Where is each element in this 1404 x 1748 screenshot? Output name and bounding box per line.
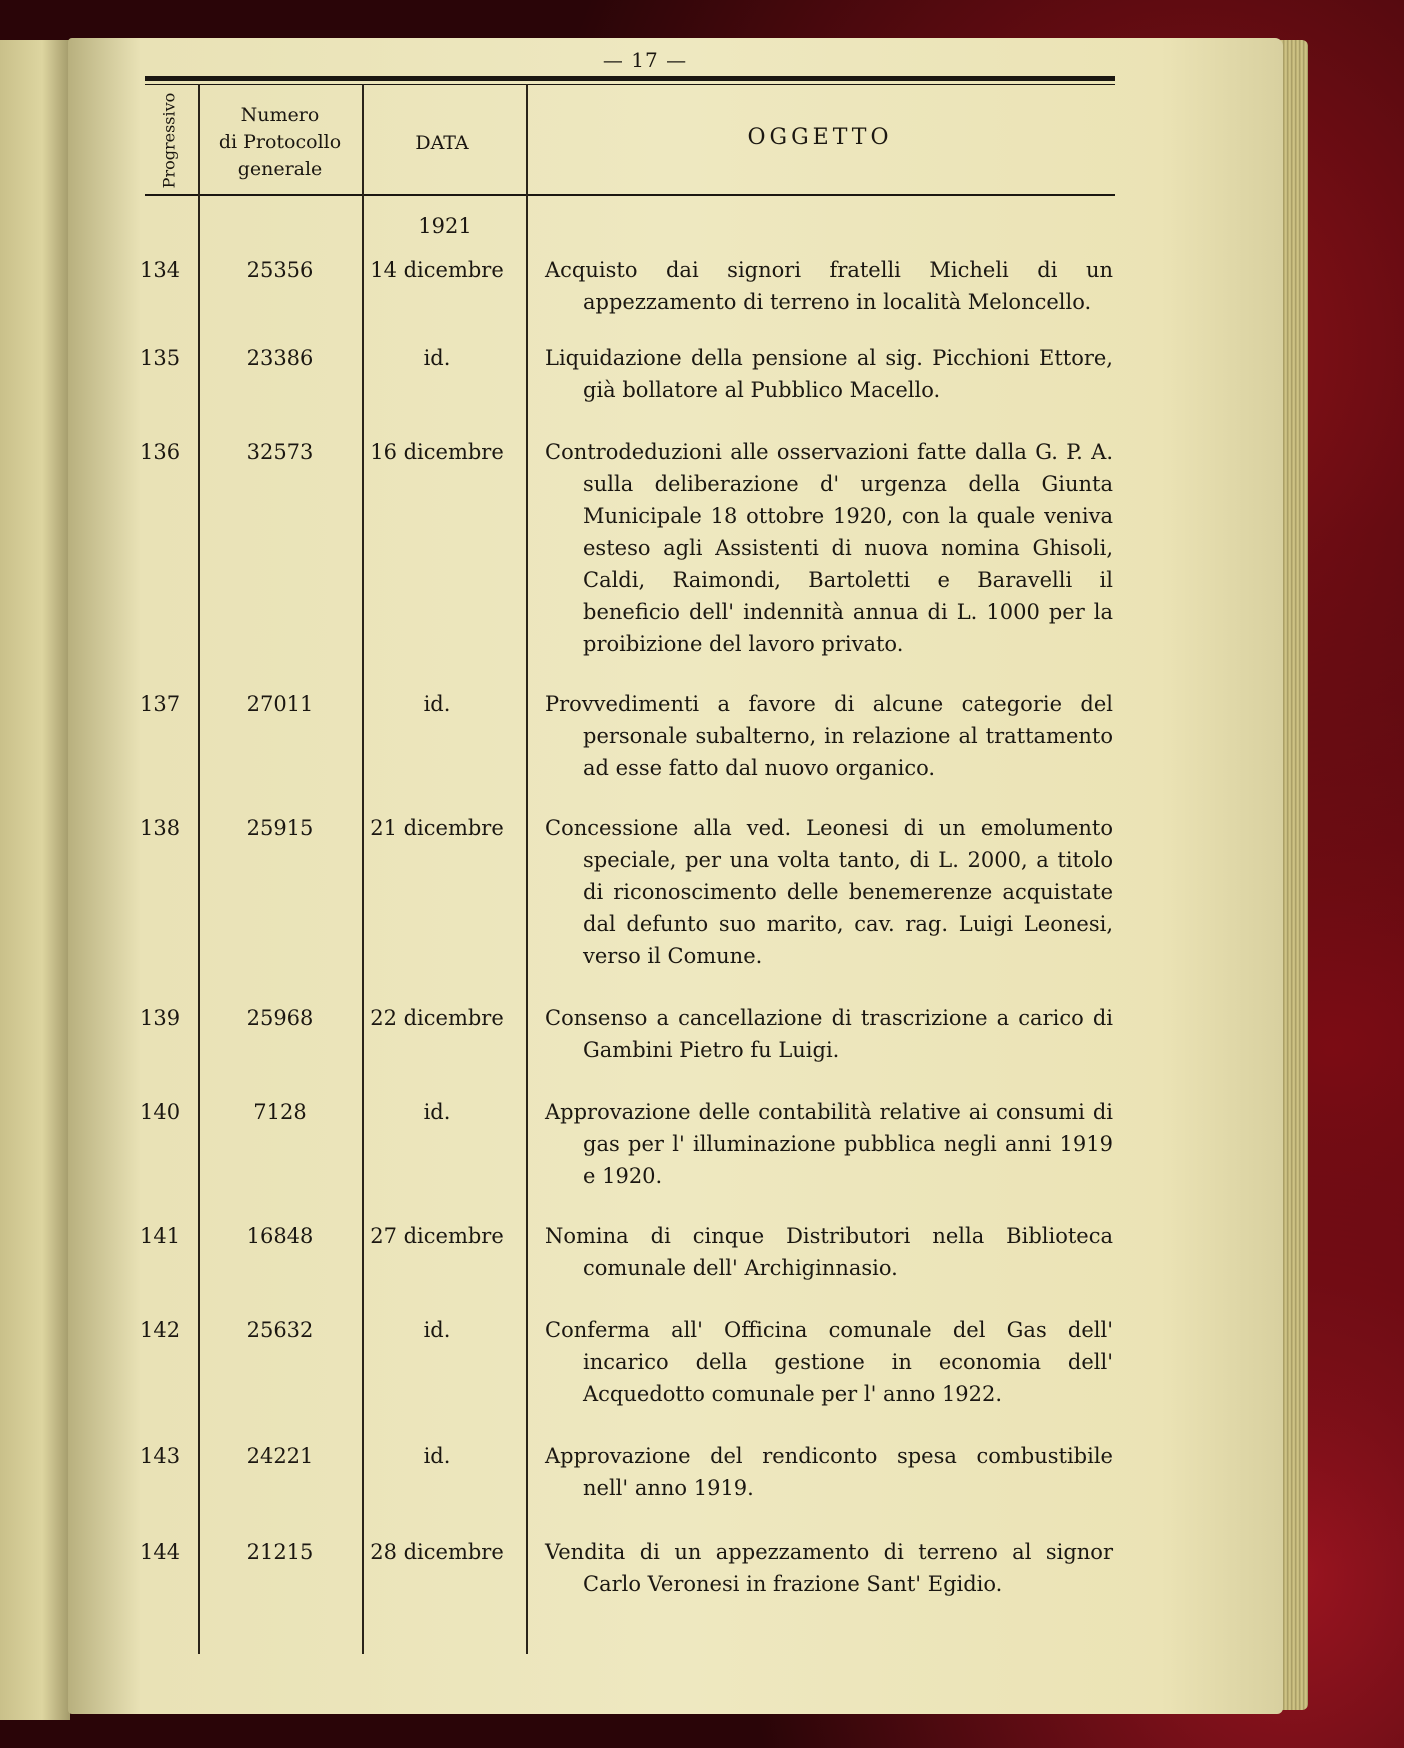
oggetto-cell: Provvedimenti a favore di alcune categorie del personale subalterno, in relazione al trattamento ad esse fatto dal nuovo organico. (545, 692, 1113, 780)
oggetto-cell: Controdeduzioni alle osservazioni fatte dalla G. P. A. sulla deliberazione d' urgenza della Giunta Municipale 18 ottobre 1920, con la quale veniva esteso agli Assistenti di nuova nomina Ghisoli, Caldi, Raimondi, Bartoletti e Baravelli il beneficio dell' indennità annua di L. 1000 per la proibizione del lavoro privato. (545, 440, 1113, 656)
oggetto-cell: Concessione alla ved. Leonesi di un emolumento speciale, per una volta tanto, di L. 2000, a titolo di riconoscimento delle benemerenze acquistate dal defunto suo marito, cav. rag. Luigi Leonesi, verso il Comune. (545, 816, 1113, 968)
header-progressivo (145, 90, 193, 190)
top-rule (145, 76, 1115, 81)
data-cell: id. (423, 1100, 451, 1124)
data-cell: id. (423, 346, 451, 370)
protocollo-cell: 23386 (246, 346, 314, 370)
progressivo-cell: 139 (140, 1006, 181, 1030)
oggetto-cell: Approvazione del rendiconto spesa combustibile nell' anno 1919. (545, 1444, 1113, 1500)
register-page (140, 40, 1140, 1680)
progressivo-cell: 141 (140, 1224, 181, 1248)
top-rule-thin (145, 84, 1115, 85)
data-cell: 28 dicembre (370, 1540, 504, 1564)
year-label: 1921 (418, 214, 472, 238)
protocollo-cell: 24221 (246, 1444, 314, 1468)
protocollo-cell: 25968 (246, 1006, 314, 1030)
column-divider (362, 84, 364, 1654)
data-cell: 27 dicembre (370, 1224, 504, 1248)
header-numero (200, 102, 360, 183)
column-divider (526, 84, 528, 1654)
column-divider (198, 84, 200, 1654)
protocollo-cell: 27011 (246, 692, 314, 716)
oggetto-cell: Nomina di cinque Distributori nella Biblioteca comunale dell' Archiginnasio. (545, 1224, 1113, 1280)
oggetto-cell: Liquidazione della pensione al sig. Picchioni Ettore, già bollatore al Pubblico Macello. (545, 346, 1113, 402)
protocollo-cell: 7128 (253, 1100, 307, 1124)
progressivo-cell: 134 (140, 258, 181, 282)
header-numero-line: generale (237, 158, 323, 180)
data-cell: id. (423, 692, 451, 716)
oggetto-cell: Vendita di un appezzamento di terreno al signor Carlo Veronesi in frazione Sant' Egidio. (545, 1540, 1113, 1596)
oggetto-cell: Acquisto dai signori fratelli Micheli di un appezzamento di terreno in località Meloncello. (545, 258, 1113, 314)
data-cell: id. (423, 1444, 451, 1468)
protocollo-cell: 16848 (246, 1224, 314, 1248)
protocollo-cell: 25915 (246, 816, 314, 840)
protocollo-cell: 25356 (246, 258, 314, 282)
header-numero-line: Numero (240, 104, 320, 126)
data-cell: 22 dicembre (370, 1006, 504, 1030)
progressivo-cell: 143 (140, 1444, 181, 1468)
header-rule (145, 194, 1115, 196)
progressivo-cell: 136 (140, 440, 181, 464)
protocollo-cell: 21215 (246, 1540, 314, 1564)
progressivo-cell: 140 (140, 1100, 181, 1124)
oggetto-cell: Conferma all' Officina comunale del Gas dell' incarico della gestione in economia dell' Acquedotto comunale per l' anno 1922. (545, 1318, 1113, 1406)
header-oggetto: OGGETTO (747, 125, 893, 150)
oggetto-cell: Consenso a cancellazione di trascrizione a carico di Gambini Pietro fu Luigi. (545, 1006, 1113, 1062)
progressivo-cell: 144 (140, 1540, 181, 1564)
protocollo-cell: 32573 (246, 440, 314, 464)
data-cell: id. (423, 1318, 451, 1342)
protocollo-cell: 25632 (246, 1318, 314, 1342)
header-data: DATA (415, 132, 469, 154)
progressivo-cell: 135 (140, 346, 181, 370)
header-numero-line: di Protocollo (218, 131, 342, 153)
progressivo-cell: 138 (140, 816, 181, 840)
data-cell: 21 dicembre (370, 816, 504, 840)
page-number: — 17 — (602, 48, 688, 72)
progressivo-cell: 142 (140, 1318, 181, 1342)
oggetto-cell: Approvazione delle contabilità relative ai consumi di gas per l' illuminazione pubblica negli anni 1919 e 1920. (545, 1100, 1113, 1188)
header-progressivo-label: Progressivo (159, 92, 179, 188)
left-page-edge (0, 40, 70, 1720)
progressivo-cell: 137 (140, 692, 181, 716)
data-cell: 16 dicembre (370, 440, 504, 464)
data-cell: 14 dicembre (370, 258, 504, 282)
